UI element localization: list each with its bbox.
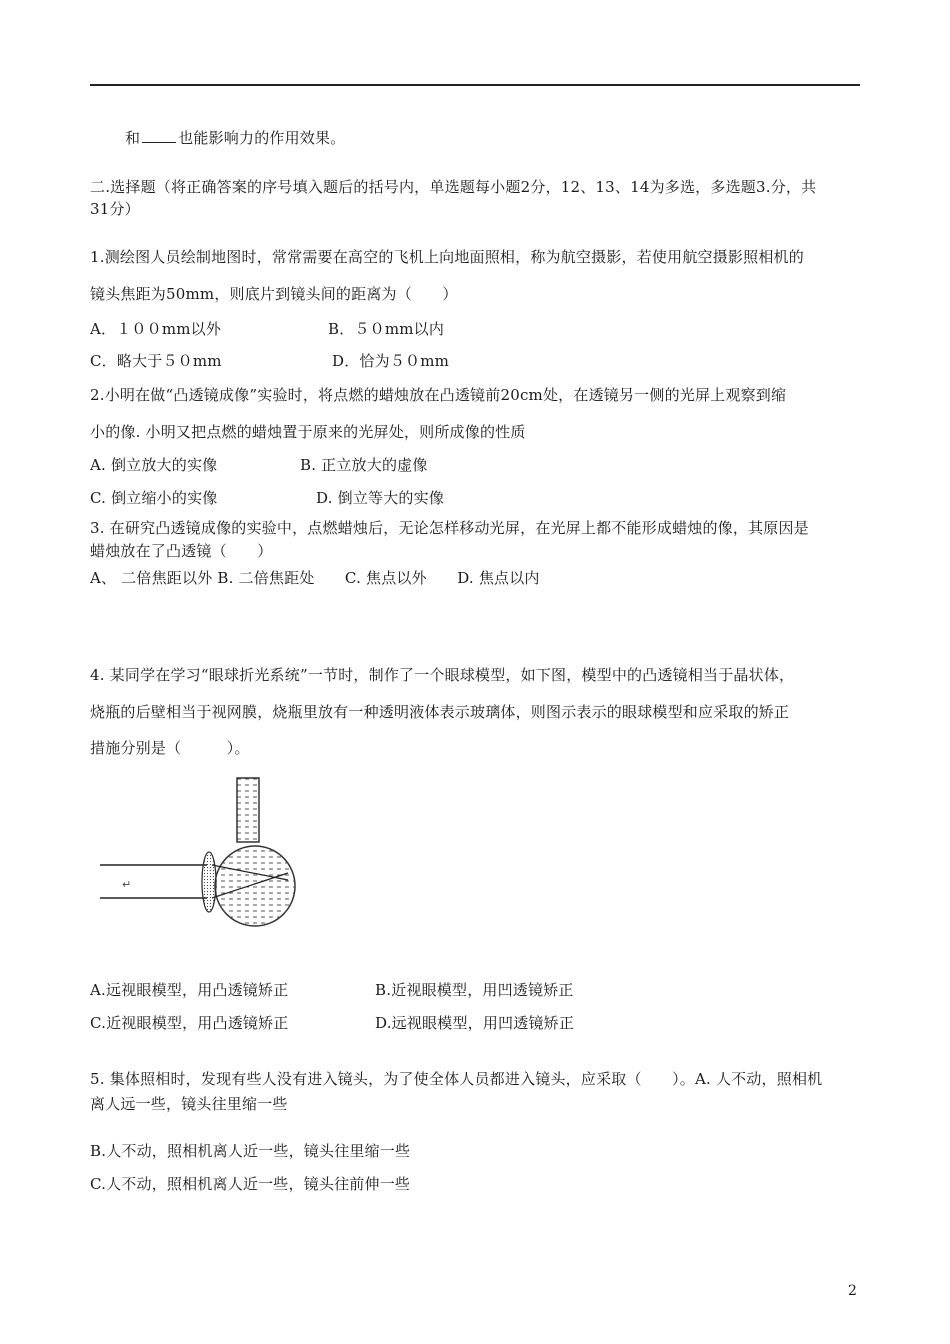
section2-heading-cont: 31分）: [90, 200, 140, 218]
q5-option-b: B.人不动，照相机离人近一些，镜头往里缩一些: [90, 1142, 411, 1160]
q1-option-b: B．５０mm以内: [328, 320, 445, 338]
q2-option-d: D. 倒立等大的实像: [316, 489, 445, 507]
q2-option-a: A. 倒立放大的实像: [90, 456, 218, 474]
q2-option-b: B. 正立放大的虚像: [300, 456, 428, 474]
q2-stem: 2.小明在做“凸透镜成像”实验时，将点燃的蜡烛放在凸透镜前20cm处，在透镜另一侧的光屏上观察到缩: [90, 386, 787, 404]
q4-stem: 4. 某同学在学习“眼球折光系统”一节时，制作了一个眼球模型，如下图，模型中的凸透镜相当于晶状体，: [90, 666, 795, 684]
section2-heading: 二.选择题（将正确答案的序号填入题后的括号内，单选题每小题2分，12、13、14为多选，多选题3.分，共: [90, 178, 817, 196]
page-number: 2: [848, 1283, 857, 1299]
intro-pre: 和: [125, 129, 141, 147]
q3-options: A、 二倍焦距以外 B. 二倍焦距处 C. 焦点以外 D. 焦点以内: [90, 569, 540, 587]
q5-option-c: C.人不动，照相机离人近一些，镜头往前伸一些: [90, 1175, 411, 1193]
q1-option-d: D．恰为５０mm: [332, 352, 450, 370]
q4-option-b: B.近视眼模型，用凹透镜矫正: [375, 981, 574, 999]
q1-stem: 1.测绘图人员绘制地图时，常常需要在高空的飞机上向地面照相，称为航空摄影，若使用航空摄影照相机的: [90, 248, 804, 266]
q4-option-d: D.远视眼模型，用凹透镜矫正: [375, 1014, 575, 1032]
q2-stem-cont: 小的像. 小明又把点燃的蜡烛置于原来的光屏处，则所成像的性质: [90, 423, 526, 441]
figure-return-mark: ↵: [122, 878, 132, 891]
q1-option-a: A．１００mm以外: [90, 320, 222, 338]
convex-lens: [202, 852, 216, 912]
intro-post: 也能影响力的作用效果。: [178, 129, 346, 147]
q4-option-c: C.近视眼模型，用凸透镜矫正: [90, 1014, 289, 1032]
q1-option-c: C．略大于５０mm: [90, 352, 222, 370]
q4-stem-cont2: 措施分别是（ ）。: [90, 739, 250, 757]
q3-stem-cont: 蜡烛放在了凸透镜（ ）: [90, 542, 273, 560]
q1-stem-cont: 镜头焦距为50mm，则底片到镜头间的距离为（ ）: [90, 285, 458, 303]
q2-option-c: C. 倒立缩小的实像: [90, 489, 218, 507]
fill-blank: [142, 128, 176, 143]
intro-line: [125, 128, 900, 148]
eye-model-figure: [92, 770, 307, 945]
q5-stem: 5. 集体照相时，发现有些人没有进入镜头，为了使全体人员都进入镜头，应采取（ ）。A. 人不动，照相机: [90, 1070, 823, 1088]
header-rule: [90, 84, 860, 86]
q5-stem-cont: 离人远一些，镜头往里缩一些: [90, 1095, 288, 1113]
q3-stem: 3. 在研究凸透镜成像的实验中，点燃蜡烛后，无论怎样移动光屏，在光屏上都不能形成蜡烛的像，其原因是: [90, 519, 809, 537]
q4-option-a: A.远视眼模型，用凸透镜矫正: [90, 981, 289, 999]
flask-neck: [237, 778, 259, 842]
q4-stem-cont: 烧瓶的后壁相当于视网膜，烧瓶里放有一种透明液体表示玻璃体，则图示表示的眼球模型和应采取的矫正: [90, 703, 790, 721]
